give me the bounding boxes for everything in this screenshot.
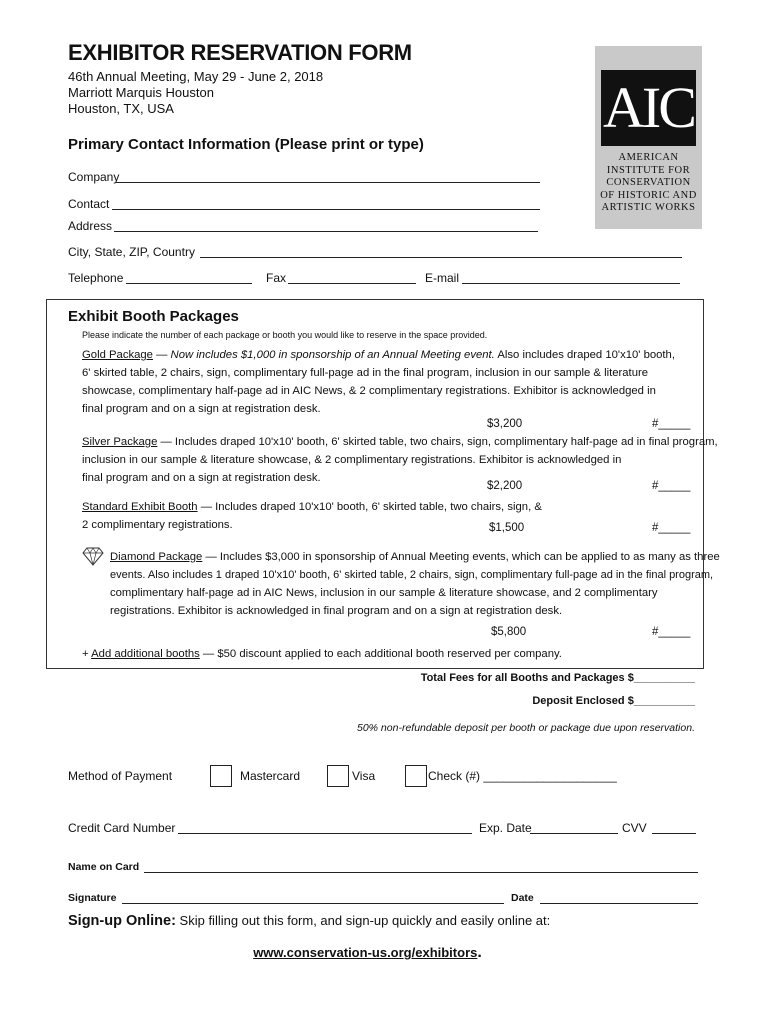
standard-line2: 2 complimentary registrations. bbox=[82, 519, 233, 531]
signup-text: Skip filling out this form, and sign-up quickly and easily online at: bbox=[175, 913, 551, 928]
diamond-icon bbox=[82, 546, 104, 566]
fax-label: Fax bbox=[266, 271, 287, 285]
date-label: Date bbox=[511, 892, 534, 904]
address-label: Address bbox=[68, 219, 113, 233]
signup-url-line bbox=[0, 944, 735, 962]
cvv-label: CVV bbox=[622, 821, 647, 835]
visa-checkbox[interactable] bbox=[327, 765, 349, 787]
check-label: Check (#) ____________________ bbox=[428, 769, 617, 783]
gold-price: $3,200 bbox=[487, 418, 523, 430]
standard-quantity[interactable]: #_____ bbox=[652, 522, 691, 534]
cvv-field[interactable] bbox=[652, 833, 696, 834]
standard-booth-name: Standard Exhibit Booth bbox=[82, 501, 198, 513]
venue-city: Houston, TX, USA bbox=[68, 101, 174, 116]
city-state-label: City, State, ZIP, Country bbox=[68, 245, 195, 259]
aic-logo-mark: AIC bbox=[601, 70, 696, 146]
silver-package bbox=[82, 433, 718, 487]
city-state-field[interactable] bbox=[200, 257, 682, 258]
additional-booths bbox=[82, 645, 562, 663]
meeting-dates: 46th Annual Meeting, May 29 - June 2, 2018 bbox=[68, 69, 324, 84]
card-number-field[interactable] bbox=[178, 833, 472, 834]
signup-line bbox=[68, 913, 550, 929]
mastercard-label: Mastercard bbox=[240, 769, 301, 783]
contact-label: Contact bbox=[68, 197, 110, 211]
diamond-line4: registrations. Exhibitor is acknowledged in final program and on a sign at registration desk. bbox=[110, 605, 563, 617]
contact-heading: Primary Contact Information (Please print or type) bbox=[68, 136, 424, 153]
silver-price: $2,200 bbox=[487, 480, 523, 492]
diamond-line2: events. Also includes 1 draped 10'x10' booth, 6' skirted table, 2 chairs, sign, complimentary full-page ad in the final program, bbox=[110, 569, 714, 581]
standard-price: $1,500 bbox=[489, 522, 525, 534]
name-on-card-field[interactable] bbox=[144, 872, 698, 873]
mastercard-checkbox[interactable] bbox=[210, 765, 232, 787]
gold-quantity[interactable]: #_____ bbox=[652, 418, 691, 430]
total-fees[interactable]: Total Fees for all Booths and Packages $__________ bbox=[420, 672, 695, 684]
additional-booths-text: — $50 discount applied to each additional booth reserved per company. bbox=[199, 648, 562, 660]
diamond-price: $5,800 bbox=[491, 626, 527, 638]
signup-url-suffix: . bbox=[477, 944, 482, 961]
silver-line1: — Includes draped 10'x10' booth, 6' skirted table, two chairs, sign, complimentary half-page ad in final program, bbox=[157, 436, 718, 448]
card-number-label: Credit Card Number bbox=[68, 821, 176, 835]
silver-line2: inclusion in our sample & literature showcase, & 2 complimentary registrations. Exhibitor is acknowledged in bbox=[82, 454, 622, 466]
additional-booths-link: Add additional booths bbox=[91, 648, 200, 660]
date-field[interactable] bbox=[540, 903, 698, 904]
diamond-package bbox=[110, 548, 720, 620]
visa-label: Visa bbox=[352, 769, 376, 783]
address-field[interactable] bbox=[114, 231, 538, 232]
gold-highlight: Now includes $1,000 in sponsorship of an Annual Meeting event. bbox=[170, 349, 495, 361]
form-title: EXHIBITOR RESERVATION FORM bbox=[68, 40, 412, 65]
gold-package bbox=[82, 346, 692, 418]
booths-heading: Exhibit Booth Packages bbox=[68, 308, 239, 325]
signup-url-link[interactable]: www.conservation-us.org/exhibitors bbox=[253, 945, 478, 960]
booths-instructions: Please indicate the number of each package or booth you would like to reserve in the space provided. bbox=[82, 330, 488, 340]
check-checkbox[interactable] bbox=[405, 765, 427, 787]
email-field[interactable] bbox=[462, 283, 680, 284]
gold-line4: final program and on a sign at registration desk. bbox=[82, 403, 321, 415]
signup-label: Sign-up Online: bbox=[68, 913, 176, 929]
silver-quantity[interactable]: #_____ bbox=[652, 480, 691, 492]
contact-field[interactable] bbox=[112, 209, 540, 210]
gold-line1: Also includes draped 10'x10' booth, bbox=[494, 349, 675, 361]
gold-dash: — bbox=[152, 349, 171, 361]
gold-line2: 6' skirted table, 2 chairs, sign, complimentary full-page ad in the final program, inclusion in our sample & literature bbox=[82, 367, 649, 379]
standard-booth bbox=[82, 498, 692, 534]
deposit-note: 50% non-refundable deposit per booth or package due upon reservation. bbox=[357, 722, 695, 734]
venue-name: Marriott Marquis Houston bbox=[68, 85, 214, 100]
payment-method-label: Method of Payment bbox=[68, 769, 173, 783]
aic-logo bbox=[595, 46, 702, 229]
fax-field[interactable] bbox=[288, 283, 416, 284]
silver-line3: final program and on a sign at registration desk. bbox=[82, 472, 321, 484]
diamond-quantity[interactable]: #_____ bbox=[652, 626, 691, 638]
exp-date-field[interactable] bbox=[530, 833, 618, 834]
exp-date-label: Exp. Date bbox=[479, 821, 532, 835]
aic-logo-text: AMERICAN INSTITUTE FOR CONSERVATION OF HISTORIC AND ARTISTIC WORKS bbox=[600, 152, 697, 213]
gold-line3: showcase, complimentary half-page ad in AIC News, & 2 complimentary registrations. Exhibitor is acknowledged in bbox=[82, 385, 656, 397]
telephone-label: Telephone bbox=[68, 271, 124, 285]
diamond-line3: complimentary half-page ad in AIC News, inclusion in our sample & literature showcase, and 2 complimentary bbox=[110, 587, 658, 599]
additional-prefix: + bbox=[82, 648, 92, 660]
telephone-field[interactable] bbox=[126, 283, 252, 284]
name-on-card-label: Name on Card bbox=[68, 861, 140, 873]
signature-label: Signature bbox=[68, 892, 117, 904]
email-label: E-mail bbox=[425, 271, 460, 285]
company-field[interactable] bbox=[116, 182, 540, 183]
gold-package-name: Gold Package bbox=[82, 349, 153, 361]
standard-line1: — Includes draped 10'x10' booth, 6' skirted table, two chairs, sign, & bbox=[197, 501, 542, 513]
signature-field[interactable] bbox=[122, 903, 504, 904]
diamond-line1: — Includes $3,000 in sponsorship of Annual Meeting events, which can be applied to as many as three bbox=[202, 551, 720, 563]
deposit-enclosed[interactable]: Deposit Enclosed $__________ bbox=[532, 695, 695, 707]
company-label: Company bbox=[68, 170, 120, 184]
diamond-package-name: Diamond Package bbox=[110, 551, 203, 563]
silver-package-name: Silver Package bbox=[82, 436, 158, 448]
